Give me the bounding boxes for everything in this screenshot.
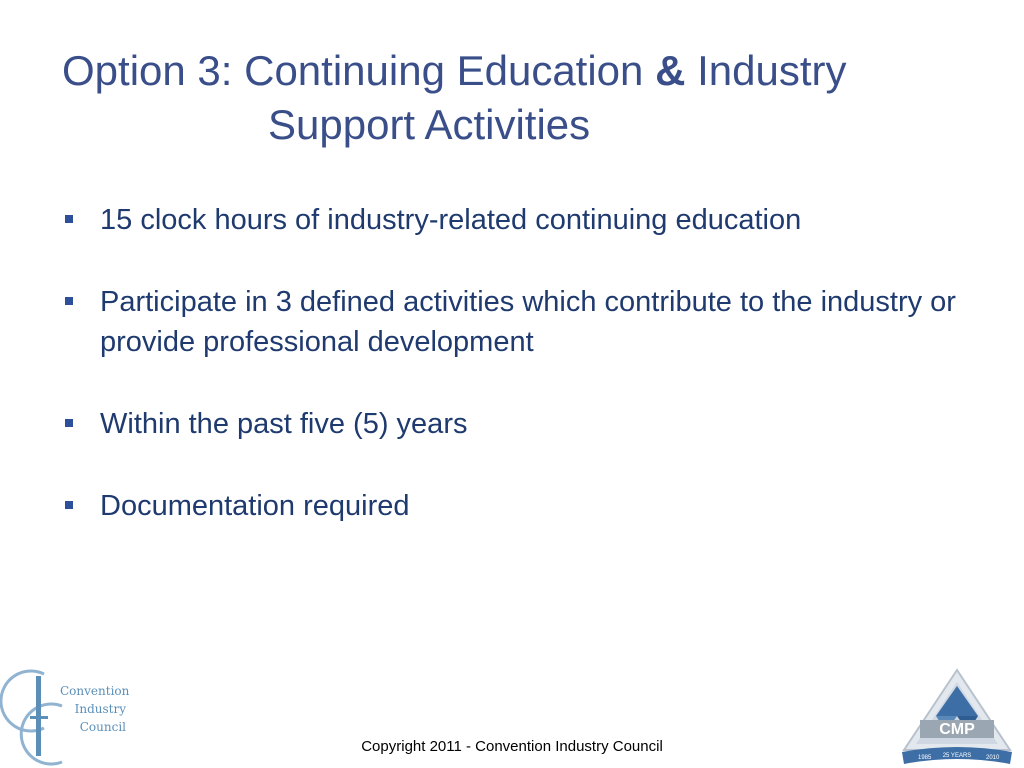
title-part2: Industry: [685, 47, 847, 94]
cmp-logo-text: CMP: [939, 721, 975, 738]
bullet-text: Participate in 3 defined activities which contribute to the industry or provide professional development: [100, 286, 956, 358]
bullet-text: Within the past five (5) years: [100, 408, 468, 440]
cic-logo-text: [60, 682, 130, 736]
bullet-item: [62, 282, 982, 362]
cmp-ribbon-right: 2010: [986, 755, 1000, 761]
title-part1: Option 3: Continuing Education: [62, 47, 656, 94]
cic-logo-line2: Industry: [74, 702, 126, 716]
cmp-ribbon-left: 1985: [918, 755, 932, 761]
bullet-item: [62, 486, 982, 526]
bullet-square-icon: [65, 501, 73, 509]
cmp-logo-icon: [898, 668, 1016, 768]
bullet-square-icon: [65, 419, 73, 427]
footer-copyright: Copyright 2011 - Convention Industry Council: [361, 738, 663, 755]
bullet-text: 15 clock hours of industry-related continuing education: [100, 204, 802, 236]
title-line2: Support Activities: [268, 101, 591, 148]
title-ampersand: &: [655, 47, 686, 94]
bullet-item: [62, 200, 982, 240]
slide-title: [62, 44, 982, 152]
cic-logo-line1: Convention: [60, 684, 130, 698]
bullet-square-icon: [65, 215, 73, 223]
bullet-text: Documentation required: [100, 490, 410, 522]
cic-logo-line3: Council: [79, 720, 126, 734]
bullet-list: [62, 200, 982, 568]
cmp-ribbon-mid: 25 YEARS: [942, 753, 972, 759]
bullet-item: [62, 404, 982, 444]
bullet-square-icon: [65, 297, 73, 305]
